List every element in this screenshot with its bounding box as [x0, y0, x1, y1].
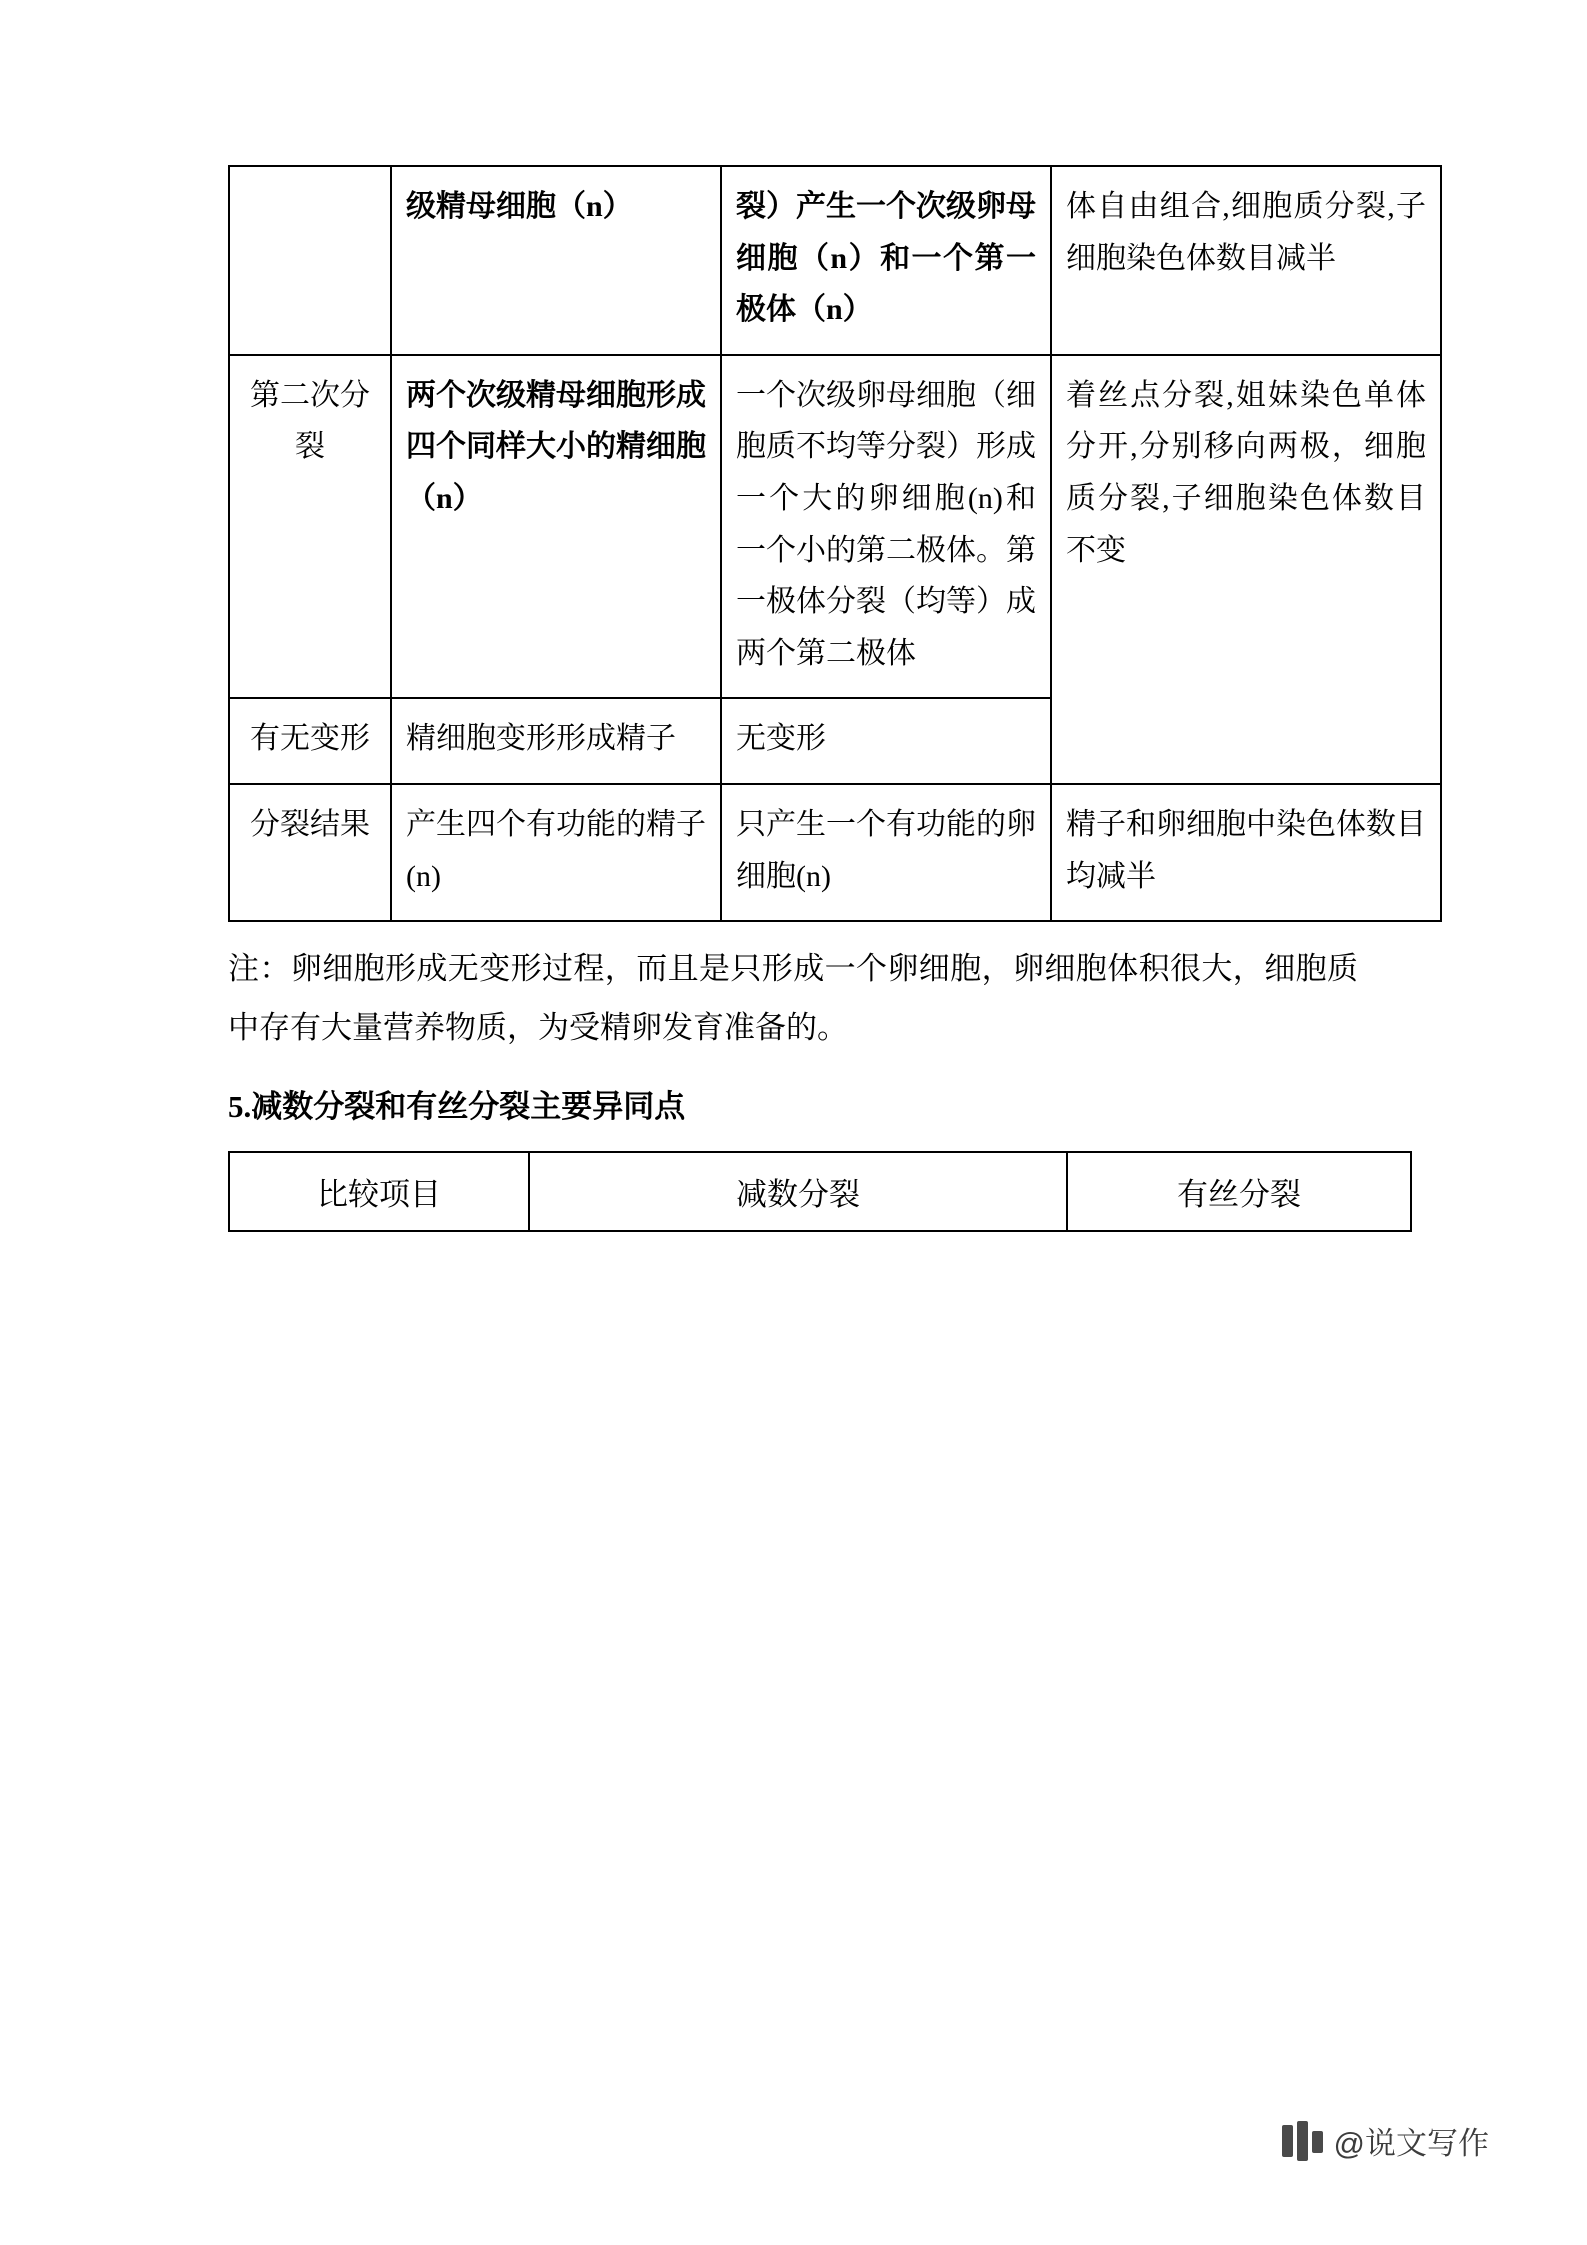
table-note: 注：卵细胞形成无变形过程，而且是只形成一个卵细胞，卵细胞体积很大，细胞质中存有大量营养物质，为受精卵发育准备的。 [228, 951, 1358, 1046]
column-header-mitosis: 有丝分裂 [1067, 1152, 1411, 1231]
table-row [229, 166, 1441, 355]
table-row [229, 355, 1441, 699]
row-label-cell: 第二次分裂 [229, 355, 391, 699]
sperm-cell: 精细胞变形形成精子 [391, 698, 721, 784]
egg-cell: 只产生一个有功能的卵细胞(n) [721, 784, 1051, 921]
table-row [229, 784, 1441, 921]
watermark [1282, 2118, 1489, 2163]
page-content [228, 165, 1426, 1232]
sperm-cell: 两个次级精母细胞形成四个同样大小的精细胞（n） [391, 355, 721, 699]
row-label-cell [229, 166, 391, 355]
feature-cell: 着丝点分裂,姐妹染色单体分开,分别移向两极，细胞质分裂,子细胞染色体数目不变 [1051, 355, 1441, 784]
column-header-meiosis: 减数分裂 [529, 1152, 1067, 1231]
egg-cell: 裂）产生一个次级卵母细胞（n）和一个第一极体（n） [721, 166, 1051, 355]
egg-cell: 无变形 [721, 698, 1051, 784]
watermark-text: @说文写作 [1333, 2126, 1489, 2161]
sperm-cell: 产生四个有功能的精子(n) [391, 784, 721, 921]
mitosis-meiosis-table [228, 1151, 1412, 1232]
row-label-cell: 有无变形 [229, 698, 391, 784]
sperm-cell: 级精母细胞（n） [391, 166, 721, 355]
column-header-item: 比较项目 [229, 1152, 529, 1231]
section-heading: 5.减数分裂和有丝分裂主要异同点 [228, 1088, 686, 1124]
egg-cell: 一个次级卵母细胞（细胞质不均等分裂）形成一个大的卵细胞(n)和一个小的第二极体。第一极体分裂（均等）成两个第二极体 [721, 355, 1051, 699]
meiosis-comparison-table [228, 165, 1442, 922]
feature-cell: 精子和卵细胞中染色体数目均减半 [1051, 784, 1441, 921]
row-label-cell: 分裂结果 [229, 784, 391, 921]
feature-cell: 体自由组合,细胞质分裂,子细胞染色体数目减半 [1051, 166, 1441, 355]
toutiao-logo-icon [1282, 2121, 1322, 2161]
table-header-row [229, 1152, 1411, 1231]
